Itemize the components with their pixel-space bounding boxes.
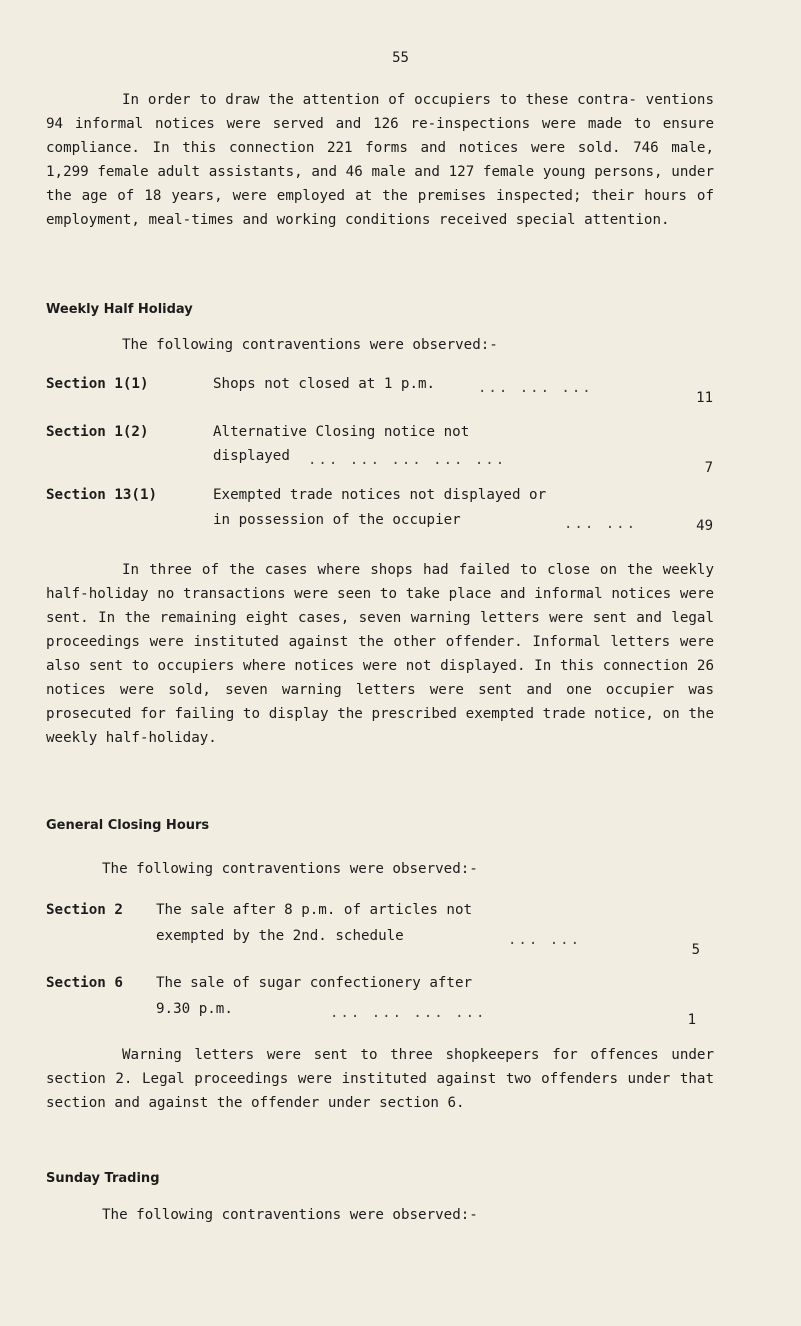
item-description-continued: in possession of the occupier	[213, 512, 461, 528]
item-description: Shops not closed at 1 p.m.	[213, 376, 436, 392]
general-closing-hours-heading: General Closing Hours	[46, 818, 210, 833]
dot-leader: ... ... ... ... ...	[308, 452, 507, 468]
item-description-continued: displayed	[213, 448, 290, 464]
sunday-trading-heading: Sunday Trading	[46, 1171, 160, 1186]
intro-paragraph: In order to draw the attention of occupiers to these contra- ventions 94 informal notices were served and 126 re-inspections were made to ensure compliance. In this connection 221 forms and notices were sold. 746 male, 1,299 female adult assistants, and 46 male and 127 female young persons, under the age of 18 years, were employed at the premises inspected; their hours of employment, meal-times and working conditions received special attention.	[46, 92, 714, 228]
item-description: The sale after 8 p.m. of articles not	[156, 902, 473, 918]
item-description: The sale of sugar confectionery after	[156, 975, 473, 991]
section-label: Section 6	[46, 975, 123, 991]
section-label: Section 1(1)	[46, 376, 149, 392]
item-count: 11	[696, 390, 713, 406]
item-description-continued: 9.30 p.m.	[156, 1001, 233, 1017]
page-number: 55	[392, 50, 409, 66]
dot-leader: ... ... ... ...	[330, 1005, 487, 1021]
item-count: 7	[704, 460, 713, 476]
dot-leader: ... ...	[508, 932, 582, 948]
dot-leader: ... ...	[564, 516, 638, 532]
weekly-intro: The following contraventions were observed:-	[122, 337, 498, 353]
item-count: 5	[691, 942, 700, 958]
item-description: Exempted trade notices not displayed or	[213, 487, 547, 503]
weekly-half-holiday-heading: Weekly Half Holiday	[46, 302, 193, 317]
item-description: Alternative Closing notice not	[213, 424, 470, 440]
section-label: Section 1(2)	[46, 424, 149, 440]
general-intro: The following contraventions were observed:-	[102, 861, 478, 877]
section-label: Section 13(1)	[46, 487, 158, 503]
item-count: 1	[687, 1012, 696, 1028]
general-closing-hours-paragraph: Warning letters were sent to three shopkeepers for offences under section 2. Legal proceedings were instituted against two offenders under that section and against the offender under section 6.	[46, 1047, 714, 1111]
item-count: 49	[696, 518, 713, 534]
section-label: Section 2	[46, 902, 123, 918]
weekly-half-holiday-paragraph: In three of the cases where shops had failed to close on the weekly half-holiday no transactions were seen to take place and informal notices were sent. In the remaining eight cases, seven warning letters were sent and legal proceedings were instituted against the other offender. Informal letters were also sent to occupiers where notices were not displayed. In this connection 26 notices were sold, seven warning letters were sent and one occupier was prosecuted for failing to display the prescribed exempted trade notice, on the weekly half-holiday.	[46, 562, 714, 746]
sunday-intro: The following contraventions were observed:-	[102, 1207, 478, 1223]
item-description-continued: exempted by the 2nd. schedule	[156, 928, 404, 944]
dot-leader: ... ... ...	[478, 380, 593, 396]
